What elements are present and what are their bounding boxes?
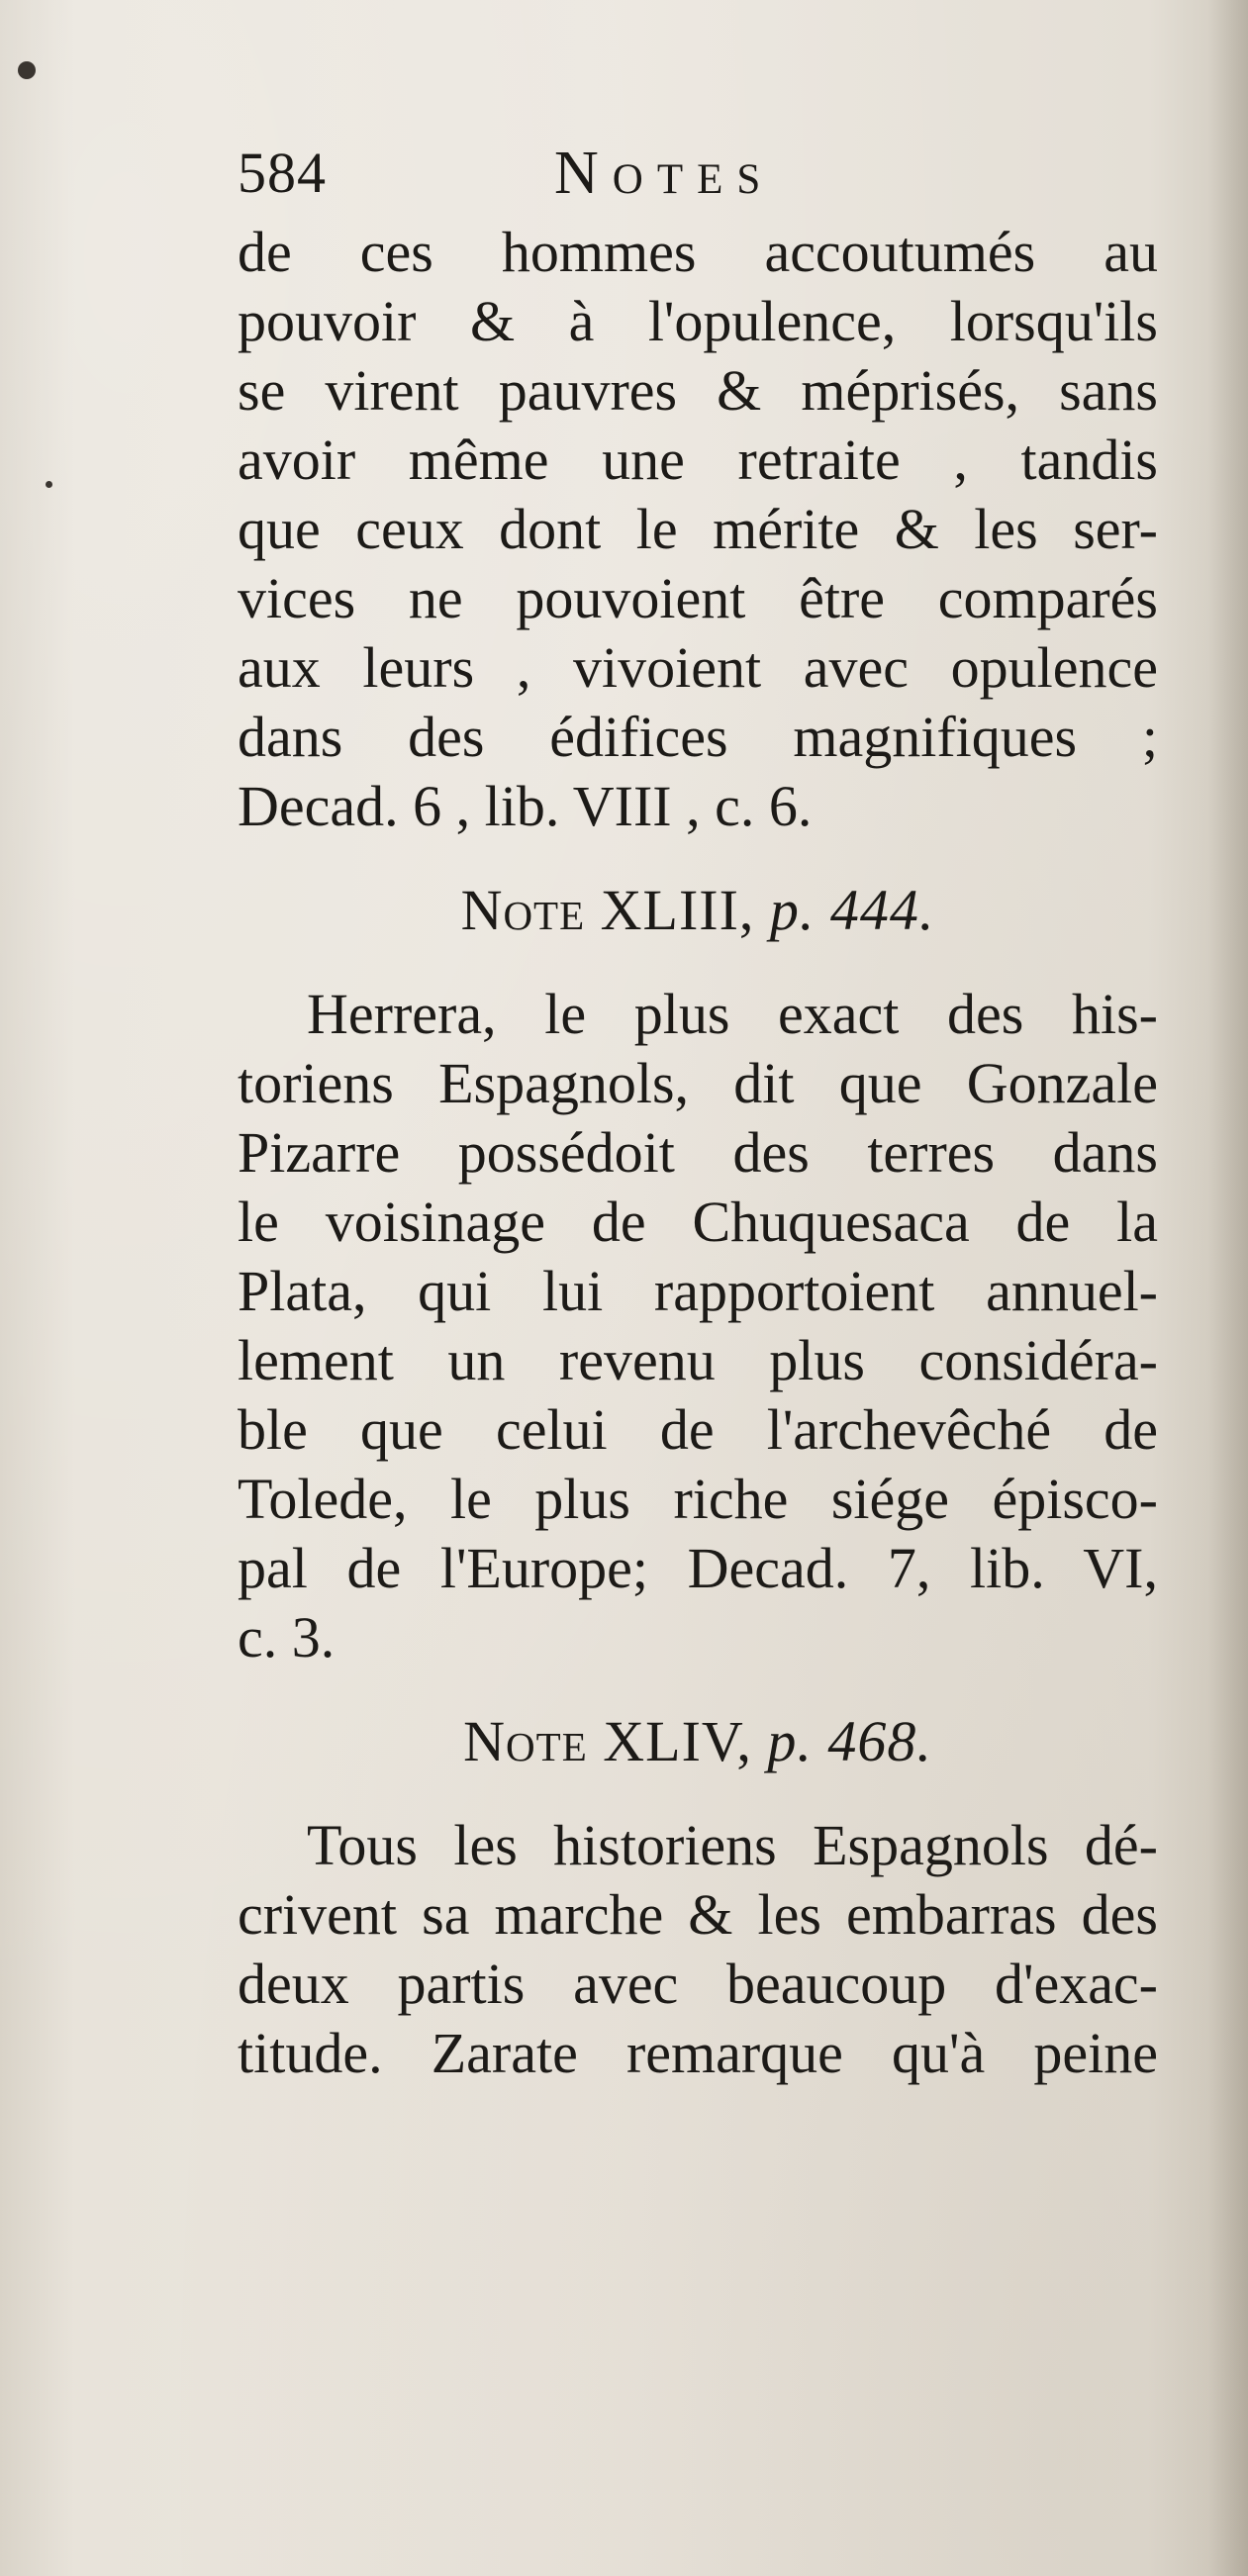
note-xliii-body <box>238 980 1158 1672</box>
note-page-ref: p. 444. <box>769 878 935 942</box>
text-line: Herrera, le plus exact des his- <box>307 982 1158 1046</box>
text-line: ble que celui de l'archevêché de <box>238 1397 1158 1462</box>
text-line: titude. Zarate remarque qu'à peine <box>238 2021 1158 2085</box>
text-line: vices ne pouvoient être comparés <box>238 566 1158 630</box>
note-page-ref: p. 468. <box>767 1709 932 1773</box>
note-numeral: XLIV <box>603 1709 737 1773</box>
text-line: se virent pauvres & méprisés, sans <box>238 358 1158 423</box>
text-line: Decad. 6 , lib. VIII , c. 6. <box>238 774 813 838</box>
ink-speck <box>46 481 52 488</box>
text-line: le voisinage de Chuquesaca de la <box>238 1190 1158 1254</box>
note-xliv-body <box>238 1811 1158 2088</box>
text-line: dans des édifices magnifiques ; <box>238 705 1158 769</box>
text-line: c. 3. <box>238 1605 336 1670</box>
page-edge-shadow <box>1208 0 1248 2576</box>
text-line: Pizarre possédoit des terres dans <box>238 1120 1158 1185</box>
text-line: pouvoir & à l'opulence, lorsqu'ils <box>238 289 1158 353</box>
note-label: Note <box>460 878 586 942</box>
text-line: deux partis avec beaucoup d'exac- <box>238 1952 1158 2016</box>
note-heading-xliv: Note XLIV, p. 468. <box>463 1709 932 1773</box>
text-line: Tous les historiens Espagnols dé- <box>307 1813 1158 1877</box>
text-line: que ceux dont le mérite & les ser- <box>238 497 1158 561</box>
note-heading-xliii: Note XLIII, p. 444. <box>460 878 935 942</box>
text-line: Plata, qui lui rapportoient annuel- <box>238 1259 1158 1323</box>
continued-paragraph <box>238 218 1158 841</box>
text-line: toriens Espagnols, dit que Gonzale <box>238 1051 1158 1115</box>
running-head: Notes <box>554 140 775 207</box>
text-line: pal de l'Europe; Decad. 7, lib. VI, <box>238 1536 1158 1600</box>
text-line: Tolede, le plus riche siége épisco- <box>238 1467 1158 1531</box>
page-number: 584 <box>238 141 327 205</box>
text-line: crivent sa marche & les embarras des <box>238 1882 1158 1947</box>
text-line: de ces hommes accoutumés au <box>238 220 1158 284</box>
text-line: lement un revenu plus considéra- <box>238 1328 1158 1392</box>
note-label: Note <box>463 1709 588 1773</box>
text-line: aux leurs , vivoient avec opulence <box>238 635 1158 700</box>
text-block <box>238 129 1158 2088</box>
page-header <box>238 129 1158 218</box>
text-line: avoir même une retraite , tandis <box>238 428 1158 492</box>
note-numeral: XLIII <box>600 878 739 942</box>
ink-speck <box>18 61 36 79</box>
